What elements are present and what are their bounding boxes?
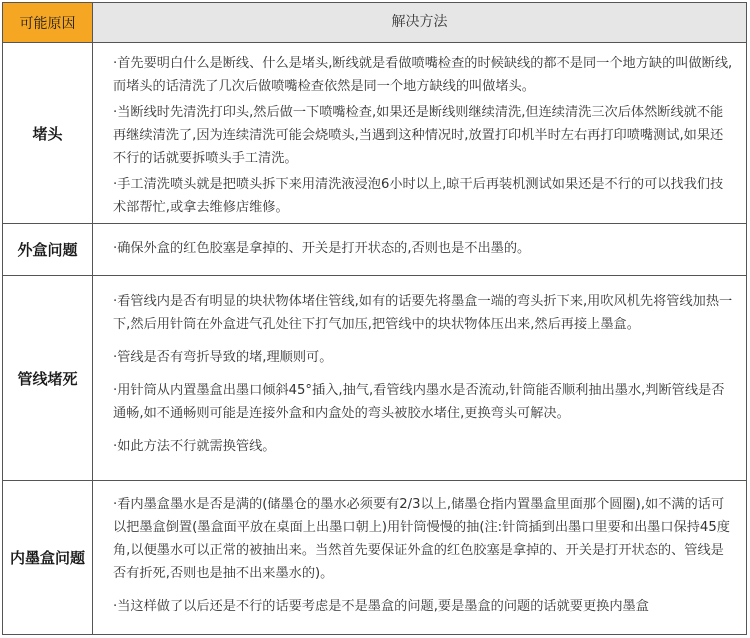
cause-cell: 堵头	[3, 43, 93, 223]
solution-text: ·首先要明白什么是断线、什么是堵头,断线就是看做喷嘴检查的时候缺线的都不是同一个地方缺的叫做断线,而堵头的话清洗了几次后做喷嘴检查依然是同一个地方缺线的叫做堵头。	[113, 56, 733, 94]
solution-text: ·看管线内是否有明显的块状物体堵住管线,如有的话要先将墨盒一端的弯头折下来,用吹风机先将管线加热一下,然后用针筒在外盒进气孔处往下打气加压,把管线中的块状物体压出来,然后再接上墨盒。	[113, 294, 733, 332]
solution-text: ·管线是否有弯折导致的堵,理顺则可。	[113, 350, 333, 365]
cause-cell: 管线堵死	[3, 276, 93, 480]
solution-text: ·当这样做了以后还是不行的话要考虑是不是墨盒的问题,要是墨盒的问题的话就要更换内墨盒	[113, 599, 649, 614]
solution-text: ·当断线时先清洗打印头,然后做一下喷嘴检查,如果还是断线则继续清洗,但连续清洗三次后体然断线就不能再继续清洗了,因为连续清洗可能会烧喷头,当遇到这种情况时,放置打印机半时左右再打印喷嘴测试,如果还不行的话就要拆喷头手工清洗。	[113, 105, 724, 166]
solution-cell	[93, 276, 746, 480]
solution-text: ·看内墨盒墨水是否是满的(储墨仓的墨水必须要有2/3以上,储墨仓指内置墨盒里面那个圆圈),如不满的话可以把墨盒倒置(墨盒面平放在桌面上出墨口朝上)用针筒慢慢的抽(注:针筒插到出墨口里要和出墨口保持45度角,以便墨水可以正常的被抽出来。当然首先要保证外盒的红色胶塞是拿掉的、开关是打开状态的、管线是否有折死,否则也是抽不出来墨水的)。	[113, 497, 730, 581]
solution-cell	[93, 224, 746, 275]
cause-cell: 外盒问题	[3, 224, 93, 275]
solution-text: ·如此方法不行就需换管线。	[113, 439, 276, 454]
header-solution: 解决方法	[93, 3, 746, 42]
cause-cell: 内墨盒问题	[3, 481, 93, 634]
solution-text: ·用针筒从内置墨盒出墨口倾斜45°插入,抽气,看管线内墨水是否流动,针筒能否顺利抽出墨水,判断管线是否通畅,如不通畅则可能是连接外盒和内盒处的弯头被胶水堵住,更换弯头可解决。	[113, 383, 725, 421]
solution-text: ·确保外盒的红色胶塞是拿掉的、开关是打开状态的,否则也是不出墨的。	[113, 241, 531, 256]
solution-cell	[93, 481, 746, 634]
table-header	[3, 3, 746, 43]
table-row	[3, 43, 746, 224]
table-row	[3, 276, 746, 481]
troubleshooting-table	[2, 2, 747, 635]
header-cause: 可能原因	[3, 3, 93, 42]
table-row	[3, 224, 746, 276]
table-row	[3, 481, 746, 634]
solution-cell	[93, 43, 746, 223]
solution-text: ·手工清洗喷头就是把喷头拆下来用清洗液浸泡6小时以上,晾干后再装机测试如果还是不行的可以找我们技术部帮忙,或拿去维修店维修。	[113, 177, 724, 215]
